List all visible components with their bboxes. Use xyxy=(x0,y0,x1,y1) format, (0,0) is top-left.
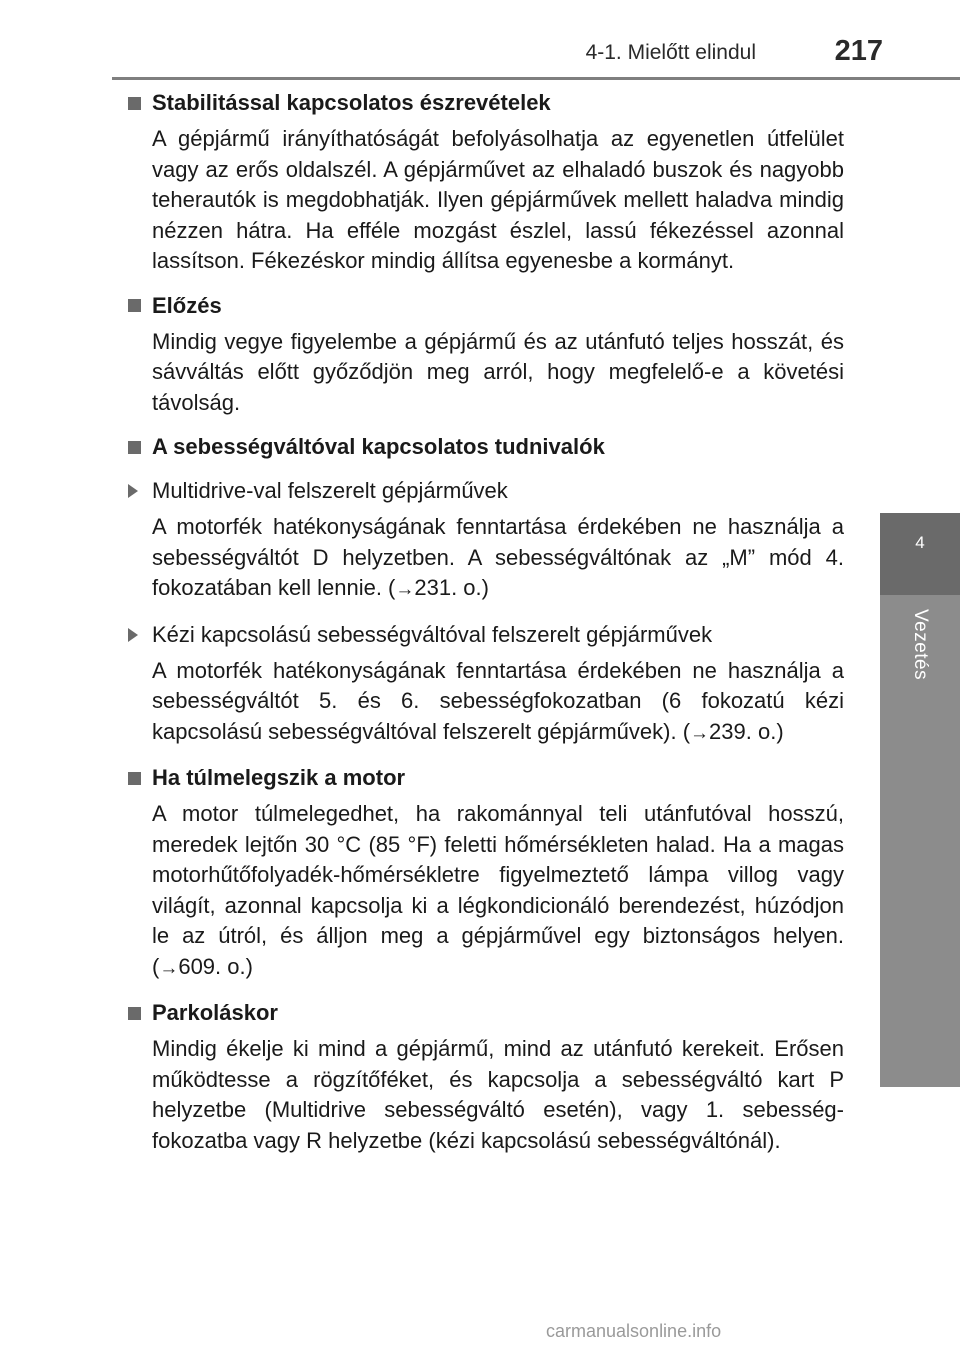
section-paragraph xyxy=(152,512,844,606)
page-reference-arrow-icon: → xyxy=(159,957,179,979)
section-heading-text: Előzés xyxy=(152,292,222,318)
section-overtaking xyxy=(128,289,844,419)
chapter-number: 4 xyxy=(915,533,925,552)
header-section-title: 4-1. Mielőtt elindul xyxy=(585,41,756,64)
section-heading xyxy=(128,761,844,795)
section-heading-text: Ha túlmelegszik a motor xyxy=(152,765,406,790)
page-reference-link[interactable]: 609. o.) xyxy=(178,953,253,979)
section-heading xyxy=(128,86,844,120)
chapter-tab[interactable] xyxy=(880,513,960,595)
section-heading xyxy=(128,289,844,323)
square-bullet-icon xyxy=(128,772,141,785)
square-bullet-icon xyxy=(128,299,141,312)
chapter-label: Vezetés xyxy=(910,609,931,681)
section-parking xyxy=(128,996,844,1156)
section-heading xyxy=(128,996,844,1030)
subsection-heading xyxy=(128,474,844,508)
header-divider xyxy=(112,77,960,80)
section-overheating xyxy=(128,761,844,984)
subsection-heading xyxy=(128,618,844,652)
section-heading-text: Stabilitással kapcsolatos észrevételek xyxy=(152,90,551,115)
section-paragraph xyxy=(152,799,844,984)
section-heading-text: Parkoláskor xyxy=(152,1000,278,1025)
page-reference-link[interactable]: 239. o.) xyxy=(709,718,784,744)
page-header xyxy=(0,0,960,80)
section-stability xyxy=(128,86,844,277)
triangle-bullet-icon xyxy=(128,628,138,642)
section-paragraph: Mindig vegye figyelembe a gépjármű és az utánfutó teljes hosszát, és sávváltás előtt győződjön meg arról, hogy megfelelő-e a követési távolság. xyxy=(152,328,844,415)
triangle-bullet-icon xyxy=(128,484,138,498)
square-bullet-icon xyxy=(128,97,141,110)
page-reference-arrow-icon: → xyxy=(690,722,710,744)
page-content xyxy=(128,86,844,1168)
section-heading xyxy=(128,430,844,464)
square-bullet-icon xyxy=(128,1007,141,1020)
subsection-heading-text: Multidrive-val felszerelt gépjárművek xyxy=(152,478,508,503)
page-reference-arrow-icon: → xyxy=(395,579,415,600)
watermark: carmanualsonline.info xyxy=(546,1321,722,1341)
subsection-multidrive xyxy=(128,474,844,606)
page-number: 217 xyxy=(834,35,883,67)
section-heading-text: A sebességváltóval kapcsolatos tudnivalók xyxy=(152,434,605,459)
subsection-manual xyxy=(128,618,844,750)
paragraph-text: A motor túlmelegedhet, ha rakománnyal teli utánfutóval hosszú, meredek lejtőn 30 °C (85 °F) feletti hőmérsékleten halad. Ha a magas motorhűtőfolyadék-hőmérsékletre figyelmeztető lámpa villog vagy világít, azonnal kapcsolja ki a légkondicionáló berendezést, húzódjon le az útról, és álljon meg a gépjárművel egy biztonságos helyen. ( xyxy=(152,801,844,979)
paragraph-text: A motorfék hatékonyságának fenntartása érdekében ne használja a sebességváltót 5. és 6. sebességfokozatban (6 fokozatú kézi kapcsolású sebességváltóval felszerelt gépjárművek). ( xyxy=(152,657,844,744)
section-paragraph: Mindig ékelje ki mind a gépjármű, mind az utánfutó kerekeit. Erősen működtesse a rögzítőféket, és kapcsolja a sebességváltó kart P helyzetbe (Multidrive sebességváltó esetén), vagy 1. sebességfokozatba vagy R helyzetbe (kézi kapcsolású sebességváltónál). xyxy=(152,1036,844,1153)
section-paragraph: A gépjármű irányíthatóságát befolyásolhatja az egyenetlen útfelület vagy az erős oldalszél. A gépjárművet az elhaladó buszok és nagyobb teherautók is megdobhatják. Ilyen gépjárművek mellett haladva mindig nézzen hátra. Ha efféle mozgást észlel, lassú fékezéssel azonnal lassítson. Fékezéskor mindig állítsa egyenesbe a kormányt. xyxy=(152,126,844,273)
paragraph-text: A motorfék hatékonyságának fenntartása érdekében ne használja a sebességváltót D helyzetben. A sebességváltónak az „M” mód 4. fokozatában kell lennie. ( xyxy=(152,514,844,600)
page-reference-link[interactable]: 231. o.) xyxy=(414,575,489,600)
chapter-label-strip xyxy=(880,595,960,1087)
subsection-heading-text: Kézi kapcsolású sebességváltóval felszerelt gépjárművek xyxy=(152,621,713,647)
square-bullet-icon xyxy=(128,441,141,454)
section-paragraph xyxy=(152,656,844,750)
section-transmission xyxy=(128,430,844,464)
